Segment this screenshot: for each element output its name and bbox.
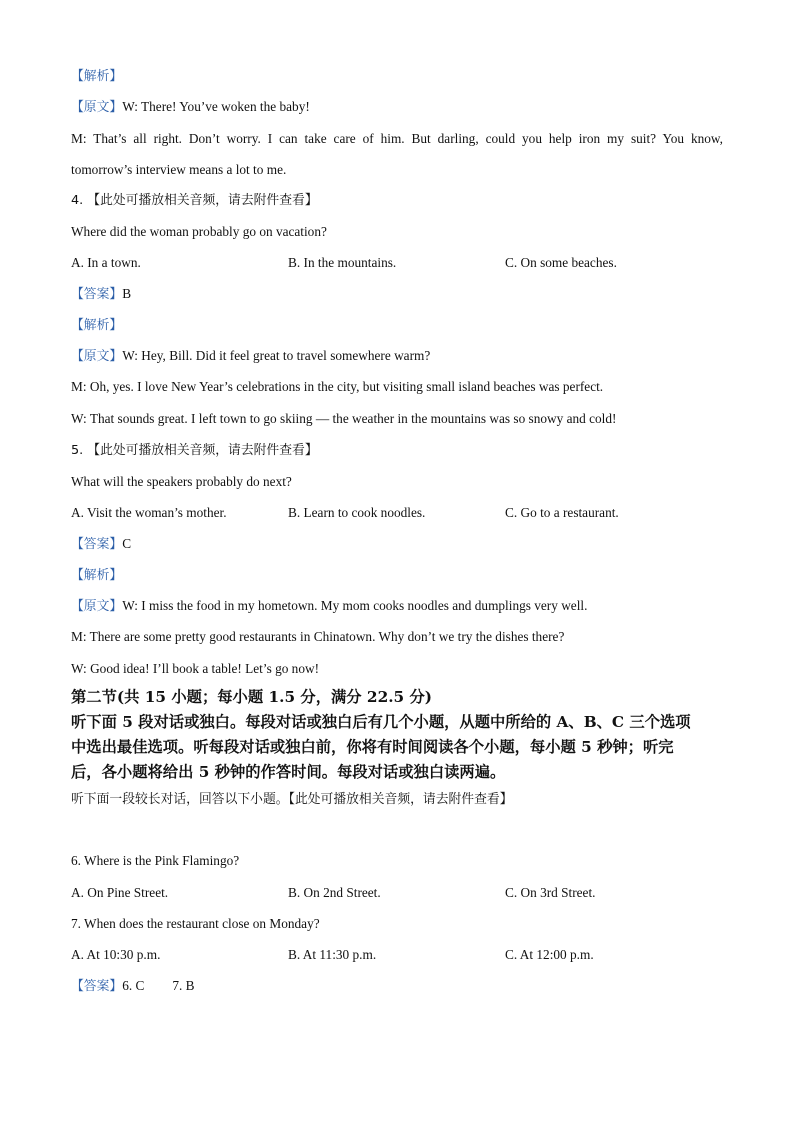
analysis-label [71,67,723,86]
answer-value: C [122,536,132,551]
answer-tag: 【答案】 [71,537,123,552]
option-b: B. On 2nd Street. [288,885,381,900]
transcript-line [71,597,723,616]
section-2-title: 第二节(共 15 小题；每小题 1.5 分，满分 22.5 分) [71,688,433,706]
answer-tag: 【答案】 [71,287,123,302]
questions-6-7-answer [71,977,723,996]
transcript-text: W: Hey, Bill. Did it feel great to travel somewhere warm? [122,348,431,363]
transcript-line: M: There are some pretty good restaurants in Chinatown. Why don’t we try the dishes there? [71,629,565,644]
analysis-tag: 【解析】 [71,69,123,84]
answer-value: 7. B [172,978,195,993]
answer-value: B [122,286,132,301]
section-2-instructions: 后，各小题将给出 5 秒钟的作答时间。每段对话或独白读两遍。 [71,763,506,781]
section-2-instructions: 听下面 5 段对话或独白。每段对话或独白后有几个小题，从题中所给的 A、B、C 三个选项 [71,713,691,731]
transcript-text: W: I miss the food in my hometown. My mom cooks noodles and dumplings very well. [122,598,588,613]
question-5-answer [71,535,723,554]
transcript-text: M: That’s all right. Don’t worry. I can take care of him. But darling, could you help iron my suit? You know, [71,131,723,146]
transcript-line [71,347,723,366]
question-6-prompt: 6. Where is the Pink Flamingo? [71,853,240,868]
option-a: A. In a town. [71,255,141,270]
option-c: C. Go to a restaurant. [505,505,619,520]
question-5-title: 5. 【此处可播放相关音频，请去附件查看】 [71,443,318,458]
question-4-title: 4. 【此处可播放相关音频，请去附件查看】 [71,193,318,208]
option-b: B. In the mountains. [288,255,397,270]
analysis-label [71,316,723,335]
transcript-line [71,130,723,148]
analysis-label [71,566,723,585]
answer-tag: 【答案】 [71,979,123,994]
question-7-prompt: 7. When does the restaurant close on Monday? [71,916,320,931]
transcript-line: M: Oh, yes. I love New Year’s celebrations in the city, but visiting small island beaches was perfect. [71,379,604,394]
transcript-line [71,98,723,117]
option-b: B. At 11:30 p.m. [288,947,377,962]
question-4-answer [71,285,723,304]
transcript-text: W: There! You’ve woken the baby! [122,99,310,114]
analysis-tag: 【解析】 [71,568,123,583]
transcript-text: tomorrow’s interview means a lot to me. [71,162,287,177]
transcript-tag: 【原文】 [71,100,123,115]
section-2-instructions: 中选出最佳选项。听每段对话或独白前，你将有时间阅读各个小题，每小题 5 秒钟；听完 [71,738,674,756]
option-c: C. On some beaches. [505,255,617,270]
option-a: A. At 10:30 p.m. [71,947,161,962]
long-dialog-note: 听下面一段较长对话，回答以下小题。【此处可播放相关音频，请去附件查看】 [71,792,513,807]
transcript-tag: 【原文】 [71,349,123,364]
option-c: C. At 12:00 p.m. [505,947,594,962]
transcript-line: W: Good idea! I’ll book a table! Let’s go now! [71,661,320,676]
analysis-tag: 【解析】 [71,318,123,333]
question-4-prompt: Where did the woman probably go on vacation? [71,224,327,239]
transcript-line: W: That sounds great. I left town to go skiing — the weather in the mountains was so snowy and cold! [71,411,617,426]
question-5-prompt: What will the speakers probably do next? [71,474,292,489]
option-a: A. On Pine Street. [71,885,169,900]
option-c: C. On 3rd Street. [505,885,596,900]
option-a: A. Visit the woman’s mother. [71,505,227,520]
transcript-line [71,161,723,179]
option-b: B. Learn to cook noodles. [288,505,426,520]
answer-value: 6. C [122,978,145,993]
transcript-tag: 【原文】 [71,599,123,614]
